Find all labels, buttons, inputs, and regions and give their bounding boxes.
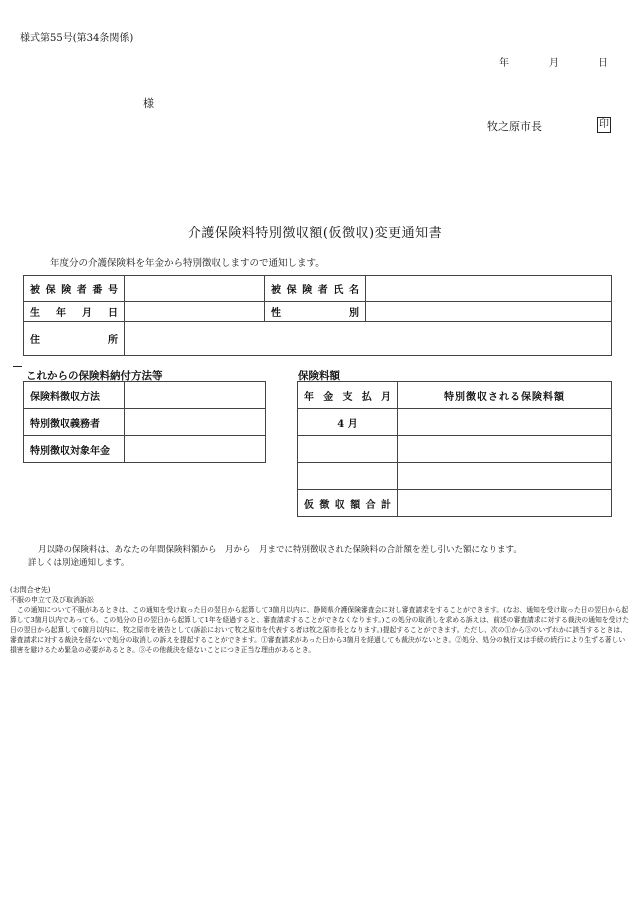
insured-number-field[interactable] xyxy=(125,276,265,302)
insured-name-label: 被保険者氏名 xyxy=(265,276,366,302)
year-label: 年 xyxy=(499,58,509,69)
payment-method-row-value[interactable] xyxy=(125,409,266,436)
contact-label: (お問合せ先) xyxy=(10,586,51,594)
section-dash xyxy=(13,366,22,367)
month-label: 月 xyxy=(549,58,559,69)
month-cell[interactable] xyxy=(298,463,398,490)
sex-label: 性別 xyxy=(265,302,366,322)
pension-month-header: 年金支払月 xyxy=(298,382,398,409)
sex-field[interactable] xyxy=(366,302,612,322)
payment-method-row-label: 特別徴収義務者 xyxy=(24,409,125,436)
amount-field[interactable] xyxy=(398,463,612,490)
provisional-total-field[interactable] xyxy=(398,490,612,517)
form-number: 様式第55号(第34条関係) xyxy=(20,33,134,44)
day-label: 日 xyxy=(598,58,608,69)
birthdate-field[interactable] xyxy=(125,302,265,322)
bottom-note-line2: 詳しくは別途通知します。 xyxy=(28,558,130,568)
person-info-table xyxy=(23,275,612,356)
insured-number-label: 被保険者番号 xyxy=(24,276,125,302)
appeal-text: この通知について不服があるときは、この通知を受け取った日の翌日から起算して3箇月以内に、静岡県介護保険審査会に対し審査請求をすることができます。(なお、通知を受け取った日の翌日から起算して3箇月以内であっても、この処分の日の翌日から起算して1年を経過すると、審査請求することができなくなります。)この処分の取消しを求める訴えは、前述の審査請求に対する裁決の通知を受けた日の翌日から起算して6箇月以内に、牧之原市を被告として(訴訟において牧之原市を代表する者は牧之原市長となります。)提起することができます。ただし、次の①から③のいずれかに該当するときは、審査請求に対する裁決を経ないで処分の取消しの訴えを提起することができます。①審査請求があった日から3箇月を経過しても裁決がないとき。②処分、処分の執行又は手続の続行により生ずる著しい損害を避けるため緊急の必要があるとき。③その他裁決を経ないことにつき正当な理由があるとき。 xyxy=(10,606,630,654)
payment-method-table xyxy=(23,381,266,463)
april-month-cell: 4 月 xyxy=(298,409,398,436)
premium-table xyxy=(297,381,612,517)
payment-method-row-value[interactable] xyxy=(125,436,266,463)
insured-name-field[interactable] xyxy=(366,276,612,302)
addressee-suffix: 様 xyxy=(143,97,154,110)
payment-method-heading: これからの保険料納付方法等 xyxy=(26,370,163,382)
payment-method-row-value[interactable] xyxy=(125,382,266,409)
payment-method-row-label: 保険料徴収方法 xyxy=(24,382,125,409)
provisional-total-label: 仮徴収額合計 xyxy=(298,490,398,517)
april-amount-field[interactable] xyxy=(398,409,612,436)
premium-amount-header: 特別徴収される保険料額 xyxy=(398,382,612,409)
address-field[interactable] xyxy=(125,322,612,356)
appeal-heading: 不服の申立て及び取消訴訟 xyxy=(10,596,94,604)
bottom-note-line1: 月以降の保険料は、あなたの年間保険料額から 月から 月までに特別徴収された保険料の合計額を差し引いた額になります。 xyxy=(38,545,522,555)
month-cell[interactable] xyxy=(298,436,398,463)
birthdate-label: 生年月日 xyxy=(24,302,125,322)
amount-field[interactable] xyxy=(398,436,612,463)
payment-method-row-label: 特別徴収対象年金 xyxy=(24,436,125,463)
address-label: 住所 xyxy=(24,322,125,356)
intro-text: 年度分の介護保険料を年金から特別徴収しますので通知します。 xyxy=(50,258,325,269)
document-title: 介護保険料特別徴収額(仮徴収)変更通知書 xyxy=(187,226,443,241)
issuer-name: 牧之原市長 xyxy=(487,120,542,133)
seal-mark: 印 xyxy=(597,117,611,133)
premium-heading: 保険料額 xyxy=(298,370,340,382)
